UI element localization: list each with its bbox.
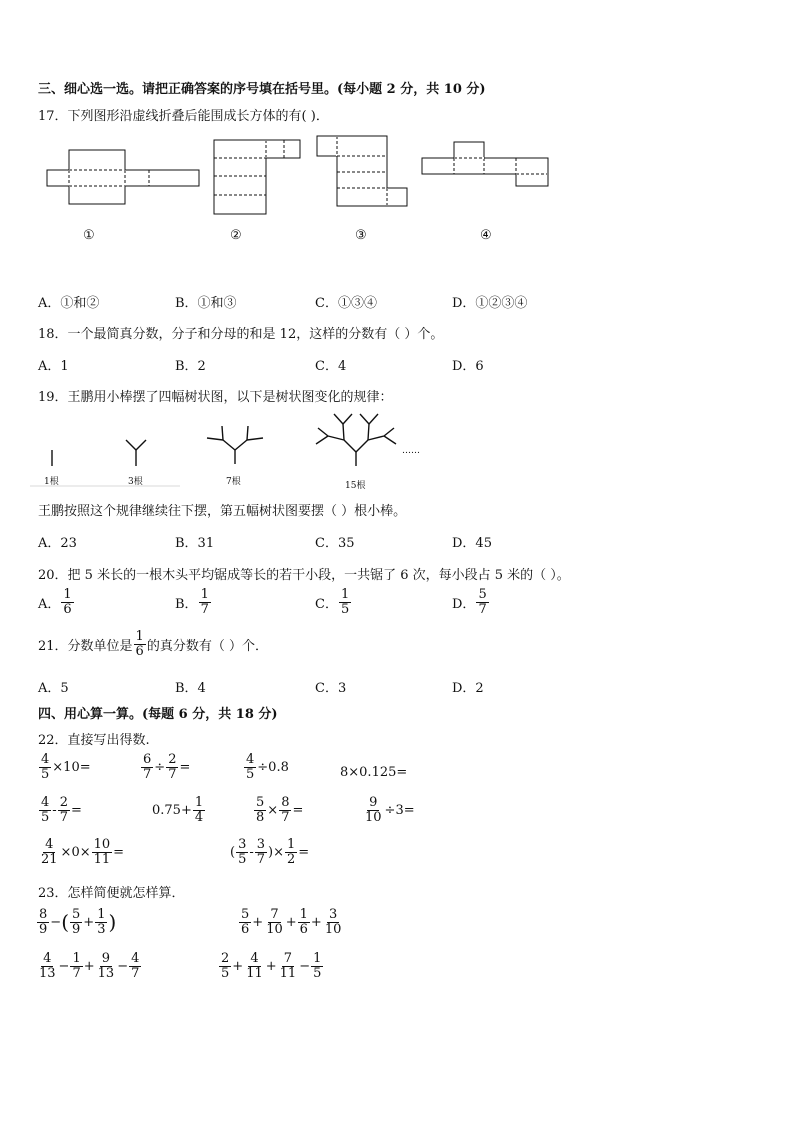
q22-expr-5: $\frac{4}{5}$ - $\frac{2}{7}$ = bbox=[41, 795, 82, 825]
q22-expr-2: $\frac{6}{7}$ ÷ $\frac{2}{7}$ = bbox=[143, 752, 191, 782]
q17-option-d[interactable]: D．①②③④ bbox=[452, 296, 528, 311]
q20-option-c-fraction: $\frac{1}{5}$ bbox=[340, 587, 350, 617]
q22-expr-1: $\frac{4}{5}$ ×10= bbox=[41, 752, 91, 782]
q20-option-d[interactable] bbox=[452, 588, 490, 616]
q19-option-d[interactable]: D．45 bbox=[452, 536, 492, 551]
q22-expr-6: 0.75+ $\frac{1}{4}$ bbox=[152, 795, 204, 825]
q22-expr-10: ( $\frac{3}{5}$ - $\frac{3}{7}$ )× $\frac{1}{2}$ = bbox=[230, 837, 310, 867]
q17-label-3: ③ bbox=[355, 228, 367, 243]
q20-option-c-label: C． bbox=[315, 596, 338, 612]
q17-stem: 17．下列图形沿虚线折叠后能围成长方体的有( )． bbox=[38, 109, 329, 124]
q18-option-a[interactable]: A．1 bbox=[38, 359, 69, 374]
q22-expr-7: $\frac{5}{8}$ × $\frac{8}{7}$ = bbox=[256, 795, 304, 825]
q21-option-b[interactable]: B．4 bbox=[175, 681, 206, 696]
section-3-title: 三、细心选一选。请把正确答案的序号填在括号里。(每小题 2 分，共 10 分) bbox=[38, 82, 486, 97]
q17-net-1 bbox=[45, 148, 205, 206]
q22-expr-9: $\frac{4}{21}$ ×0× $\frac{10}{11}$ = bbox=[41, 837, 125, 867]
q17-net-3 bbox=[315, 134, 411, 210]
q18-stem: 18．一个最简真分数，分子和分母的和是 12，这样的分数有（ ）个。 bbox=[38, 327, 444, 342]
q21-fraction: $\frac{1}{6}$ bbox=[135, 629, 144, 659]
q21-option-c[interactable]: C．3 bbox=[315, 681, 347, 696]
q20-option-d-label: D． bbox=[452, 596, 476, 612]
q22-stem: 22．直接写出得数. bbox=[38, 733, 150, 748]
q19-option-c[interactable]: C．35 bbox=[315, 536, 355, 551]
q17-label-2: ② bbox=[230, 228, 242, 243]
q19-option-b[interactable]: B．31 bbox=[175, 536, 215, 551]
q17-option-b[interactable]: B．①和③ bbox=[175, 296, 237, 311]
q19-ellipsis: …… bbox=[402, 446, 420, 456]
q17-net-4 bbox=[420, 140, 552, 188]
q17-label-1: ① bbox=[83, 228, 95, 243]
q20-option-a-fraction: $\frac{1}{6}$ bbox=[63, 587, 72, 617]
q18-option-c[interactable]: C．4 bbox=[315, 359, 347, 374]
q18-option-d[interactable]: D．6 bbox=[452, 359, 484, 374]
q17-option-c[interactable]: C．①③④ bbox=[315, 296, 377, 311]
q21-option-a[interactable]: A．5 bbox=[38, 681, 69, 696]
q23-expr-c: $\frac{4}{13}$ − $\frac{1}{7}$ + $\frac{9}{13}$ − $\frac{4}{7}$ bbox=[39, 951, 140, 981]
q20-option-a[interactable] bbox=[38, 588, 75, 616]
q23-stem: 23．怎样简便就怎样算． bbox=[38, 886, 185, 901]
q19-question: 王鹏按照这个规律继续往下摆，第五幅树状图要摆（ ）根小棒。 bbox=[38, 504, 407, 519]
q22-expr-3: $\frac{4}{5}$ ÷0.8 bbox=[246, 752, 289, 782]
q19-stem: 19．王鹏用小棒摆了四幅树状图，以下是树状图变化的规律： bbox=[38, 390, 393, 405]
q20-option-b-label: B． bbox=[175, 596, 198, 612]
q22-expr-8: $\frac{9}{10}$ ÷3= bbox=[365, 795, 415, 825]
q19-tree-label-2: 3根 bbox=[128, 477, 143, 487]
q18-option-b[interactable]: B．2 bbox=[175, 359, 206, 374]
q19-tree-label-1: 1根 bbox=[44, 477, 59, 487]
q19-option-a[interactable]: A．23 bbox=[38, 536, 77, 551]
q23-expr-b: $\frac{5}{6}$ + $\frac{7}{10}$ + $\frac{1}{6}$ + $\frac{3}{10}$ bbox=[241, 907, 342, 937]
q17-option-a[interactable]: A．①和② bbox=[38, 296, 100, 311]
q21-stem: 21．分数单位是 $\frac{1}{6}$ 的真分数有（ ）个． bbox=[38, 629, 268, 659]
q20-option-c[interactable] bbox=[315, 588, 352, 616]
q20-stem: 20．把 5 米长的一根木头平均锯成等长的若干小段，一共锯了 6 次，每小段占 5 米的（ ）。 bbox=[38, 568, 570, 583]
q22-expr-4: 8×0.125= bbox=[340, 765, 408, 780]
q17-label-4: ④ bbox=[480, 228, 492, 243]
q20-option-d-fraction: $\frac{5}{7}$ bbox=[478, 587, 487, 617]
section-4-title: 四、用心算一算。(每题 6 分，共 18 分) bbox=[38, 707, 278, 722]
q17-net-2 bbox=[212, 138, 304, 218]
q19-tree-label-3: 7根 bbox=[226, 477, 241, 487]
q20-option-b[interactable] bbox=[175, 588, 212, 616]
q19-tree-label-4: 15根 bbox=[345, 481, 366, 491]
q20-option-a-label: A． bbox=[38, 596, 61, 612]
q23-expr-d: $\frac{2}{5}$ + $\frac{4}{11}$ + $\frac{7}{11}$ − $\frac{1}{5}$ bbox=[221, 951, 322, 981]
q23-expr-a: $\frac{8}{9}$ − ( $\frac{5}{9}$ + $\frac{1}{3}$ ) bbox=[39, 907, 117, 937]
q21-option-d[interactable]: D．2 bbox=[452, 681, 484, 696]
q20-option-b-fraction: $\frac{1}{7}$ bbox=[200, 587, 209, 617]
